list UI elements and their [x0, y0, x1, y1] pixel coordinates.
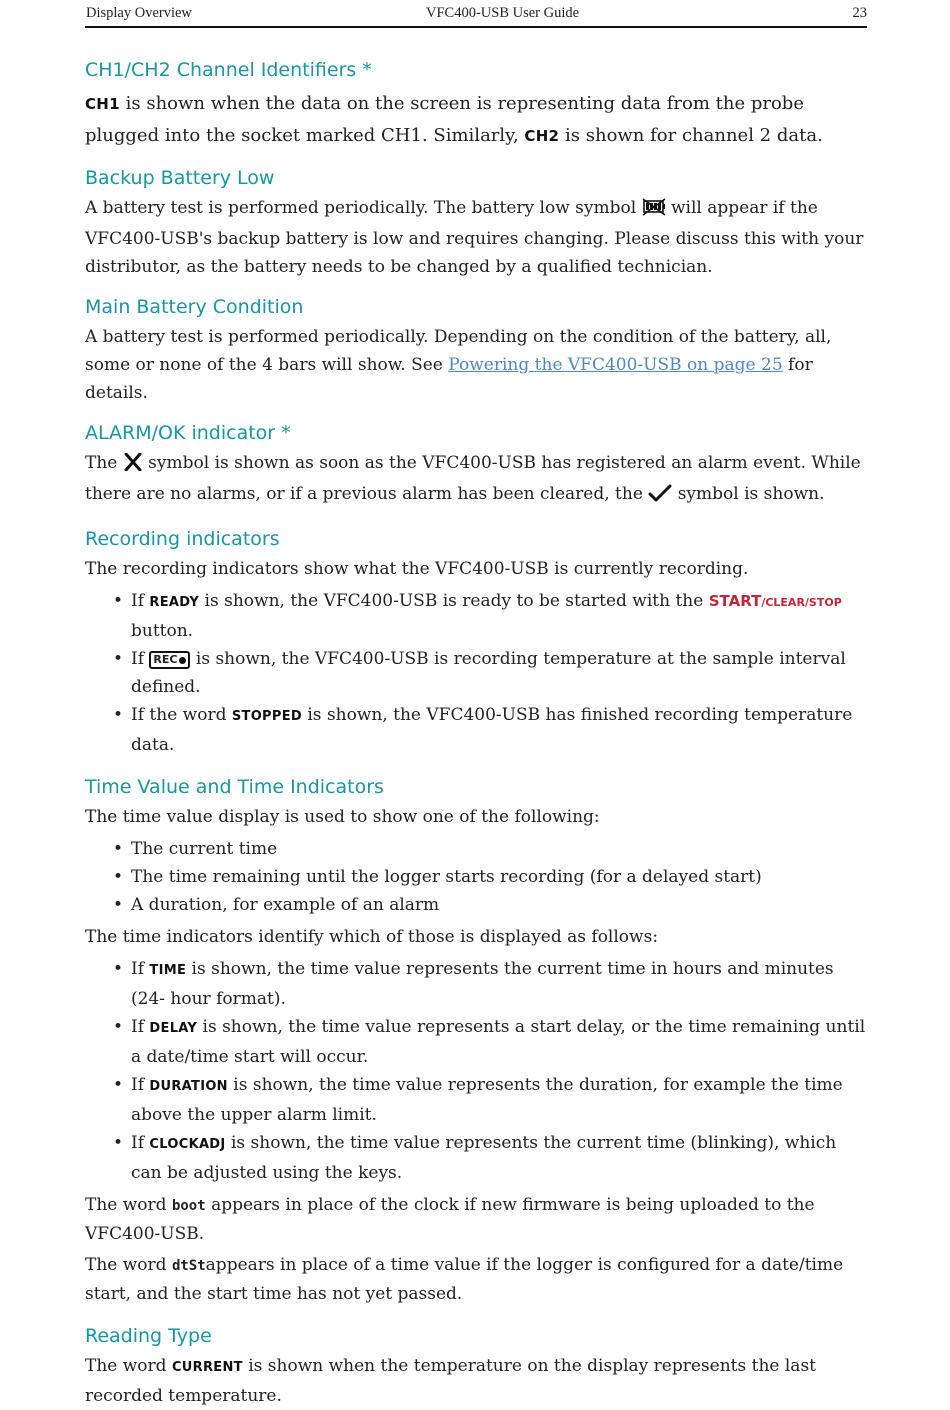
time-intro: The time value display is used to show one of the following:	[85, 807, 600, 827]
page-header	[85, 0, 867, 28]
header-document-title: VFC400-USB User Guide	[426, 5, 580, 21]
section-title-channel: CH1/CH2 Channel Identifiers *	[85, 59, 372, 81]
dtst-paragraph: The word dtStappears in place of a time value if the logger is configured for a date/time start, and the start time has not yet passed.	[85, 1255, 844, 1304]
powering-link[interactable]: Powering the VFC400-USB on page 25	[448, 355, 783, 375]
alarm-paragraph: The symbol is shown as soon as the VFC400-USB has registered an alarm event. While there are no alarms, or if a previous alarm has been cleared, the symbol is shown.	[85, 449, 867, 511]
start-button-label: START	[708, 592, 762, 610]
list-item: • If TIME is shown, the time value represents the current time in hours and minutes (24- hour format).	[85, 955, 867, 1013]
dtst-keyword: dtSt	[171, 1258, 206, 1274]
header-section-title: Display Overview	[86, 5, 192, 21]
ready-keyword: READY	[149, 595, 200, 610]
backup-battery-paragraph: A battery test is performed periodically. The battery low symbol will appear if the VFC400-USB's backup battery is low and requires changing. Please discuss this with your distributor, as the battery needs to be changed by a qualified technician.	[85, 198, 864, 277]
delay-keyword: DELAY	[149, 1021, 198, 1036]
check-icon	[648, 483, 672, 511]
duration-keyword: DURATION	[149, 1079, 228, 1094]
recording-list	[85, 587, 867, 759]
document-page	[85, 0, 867, 1410]
clear-stop-button-label: /CLEAR/STOP	[761, 596, 842, 609]
time-indicator-list	[85, 955, 867, 1187]
list-item: • If DURATION is shown, the time value represents the duration, for example the time above the upper alarm limit.	[85, 1071, 867, 1129]
boot-paragraph: The word boot appears in place of the clock if new firmware is being uploaded to the VFC400-USB.	[85, 1195, 815, 1244]
list-item: • The current time	[85, 835, 867, 863]
header-page-number: 23	[852, 5, 867, 21]
ch2-keyword: CH2	[524, 127, 560, 145]
section-title-alarm: ALARM/OK indicator *	[85, 422, 291, 444]
boot-keyword: boot	[171, 1198, 206, 1214]
list-item: • If the word STOPPED is shown, the VFC400-USB has finished recording temperature data.	[85, 701, 867, 759]
list-item: • If CLOCKADJ is shown, the time value represents the current time (blinking), which can be adjusted using the keys.	[85, 1129, 867, 1187]
main-battery-paragraph: A battery test is performed periodically. Depending on the condition of the battery, all, some or none of the 4 bars will show. See Powering the VFC400-USB on page 25 for details.	[85, 327, 832, 403]
ch1-keyword: CH1	[85, 95, 120, 113]
section-title-recording: Recording indicators	[85, 528, 280, 550]
list-item: • If READY is shown, the VFC400-USB is ready to be started with the START/CLEAR/STOP button.	[85, 587, 867, 645]
cross-icon	[123, 452, 143, 480]
time-keyword: TIME	[149, 963, 187, 978]
clockadj-keyword: CLOCKADJ	[149, 1137, 226, 1152]
section-title-reading-type: Reading Type	[85, 1325, 212, 1347]
time-intro-2: The time indicators identify which of those is displayed as follows:	[85, 927, 659, 947]
channel-paragraph: CH1 is shown when the data on the screen is representing data from the probe plugged into the socket marked CH1. Similarly, CH2 is shown for channel 2 data.	[85, 93, 823, 146]
stopped-keyword: STOPPED	[231, 709, 302, 724]
section-title-main-battery: Main Battery Condition	[85, 296, 304, 318]
rec-indicator-icon: REC	[149, 651, 190, 669]
reading-type-paragraph: The word CURRENT is shown when the temperature on the display represents the last recorded temperature.	[85, 1356, 816, 1406]
battery-low-icon	[642, 197, 666, 225]
list-item: • The time remaining until the logger starts recording (for a delayed start)	[85, 863, 867, 891]
list-item: • If DELAY is shown, the time value represents a start delay, or the time remaining until a date/time start will occur.	[85, 1013, 867, 1071]
list-item: • A duration, for example of an alarm	[85, 891, 867, 919]
section-title-time: Time Value and Time Indicators	[85, 776, 384, 798]
time-display-list	[85, 835, 867, 919]
section-title-backup-battery: Backup Battery Low	[85, 167, 275, 189]
list-item: • If REC is shown, the VFC400-USB is recording temperature at the sample interval defined.	[85, 645, 867, 701]
recording-intro: The recording indicators show what the VFC400-USB is currently recording.	[85, 559, 749, 579]
current-keyword: CURRENT	[171, 1360, 243, 1375]
